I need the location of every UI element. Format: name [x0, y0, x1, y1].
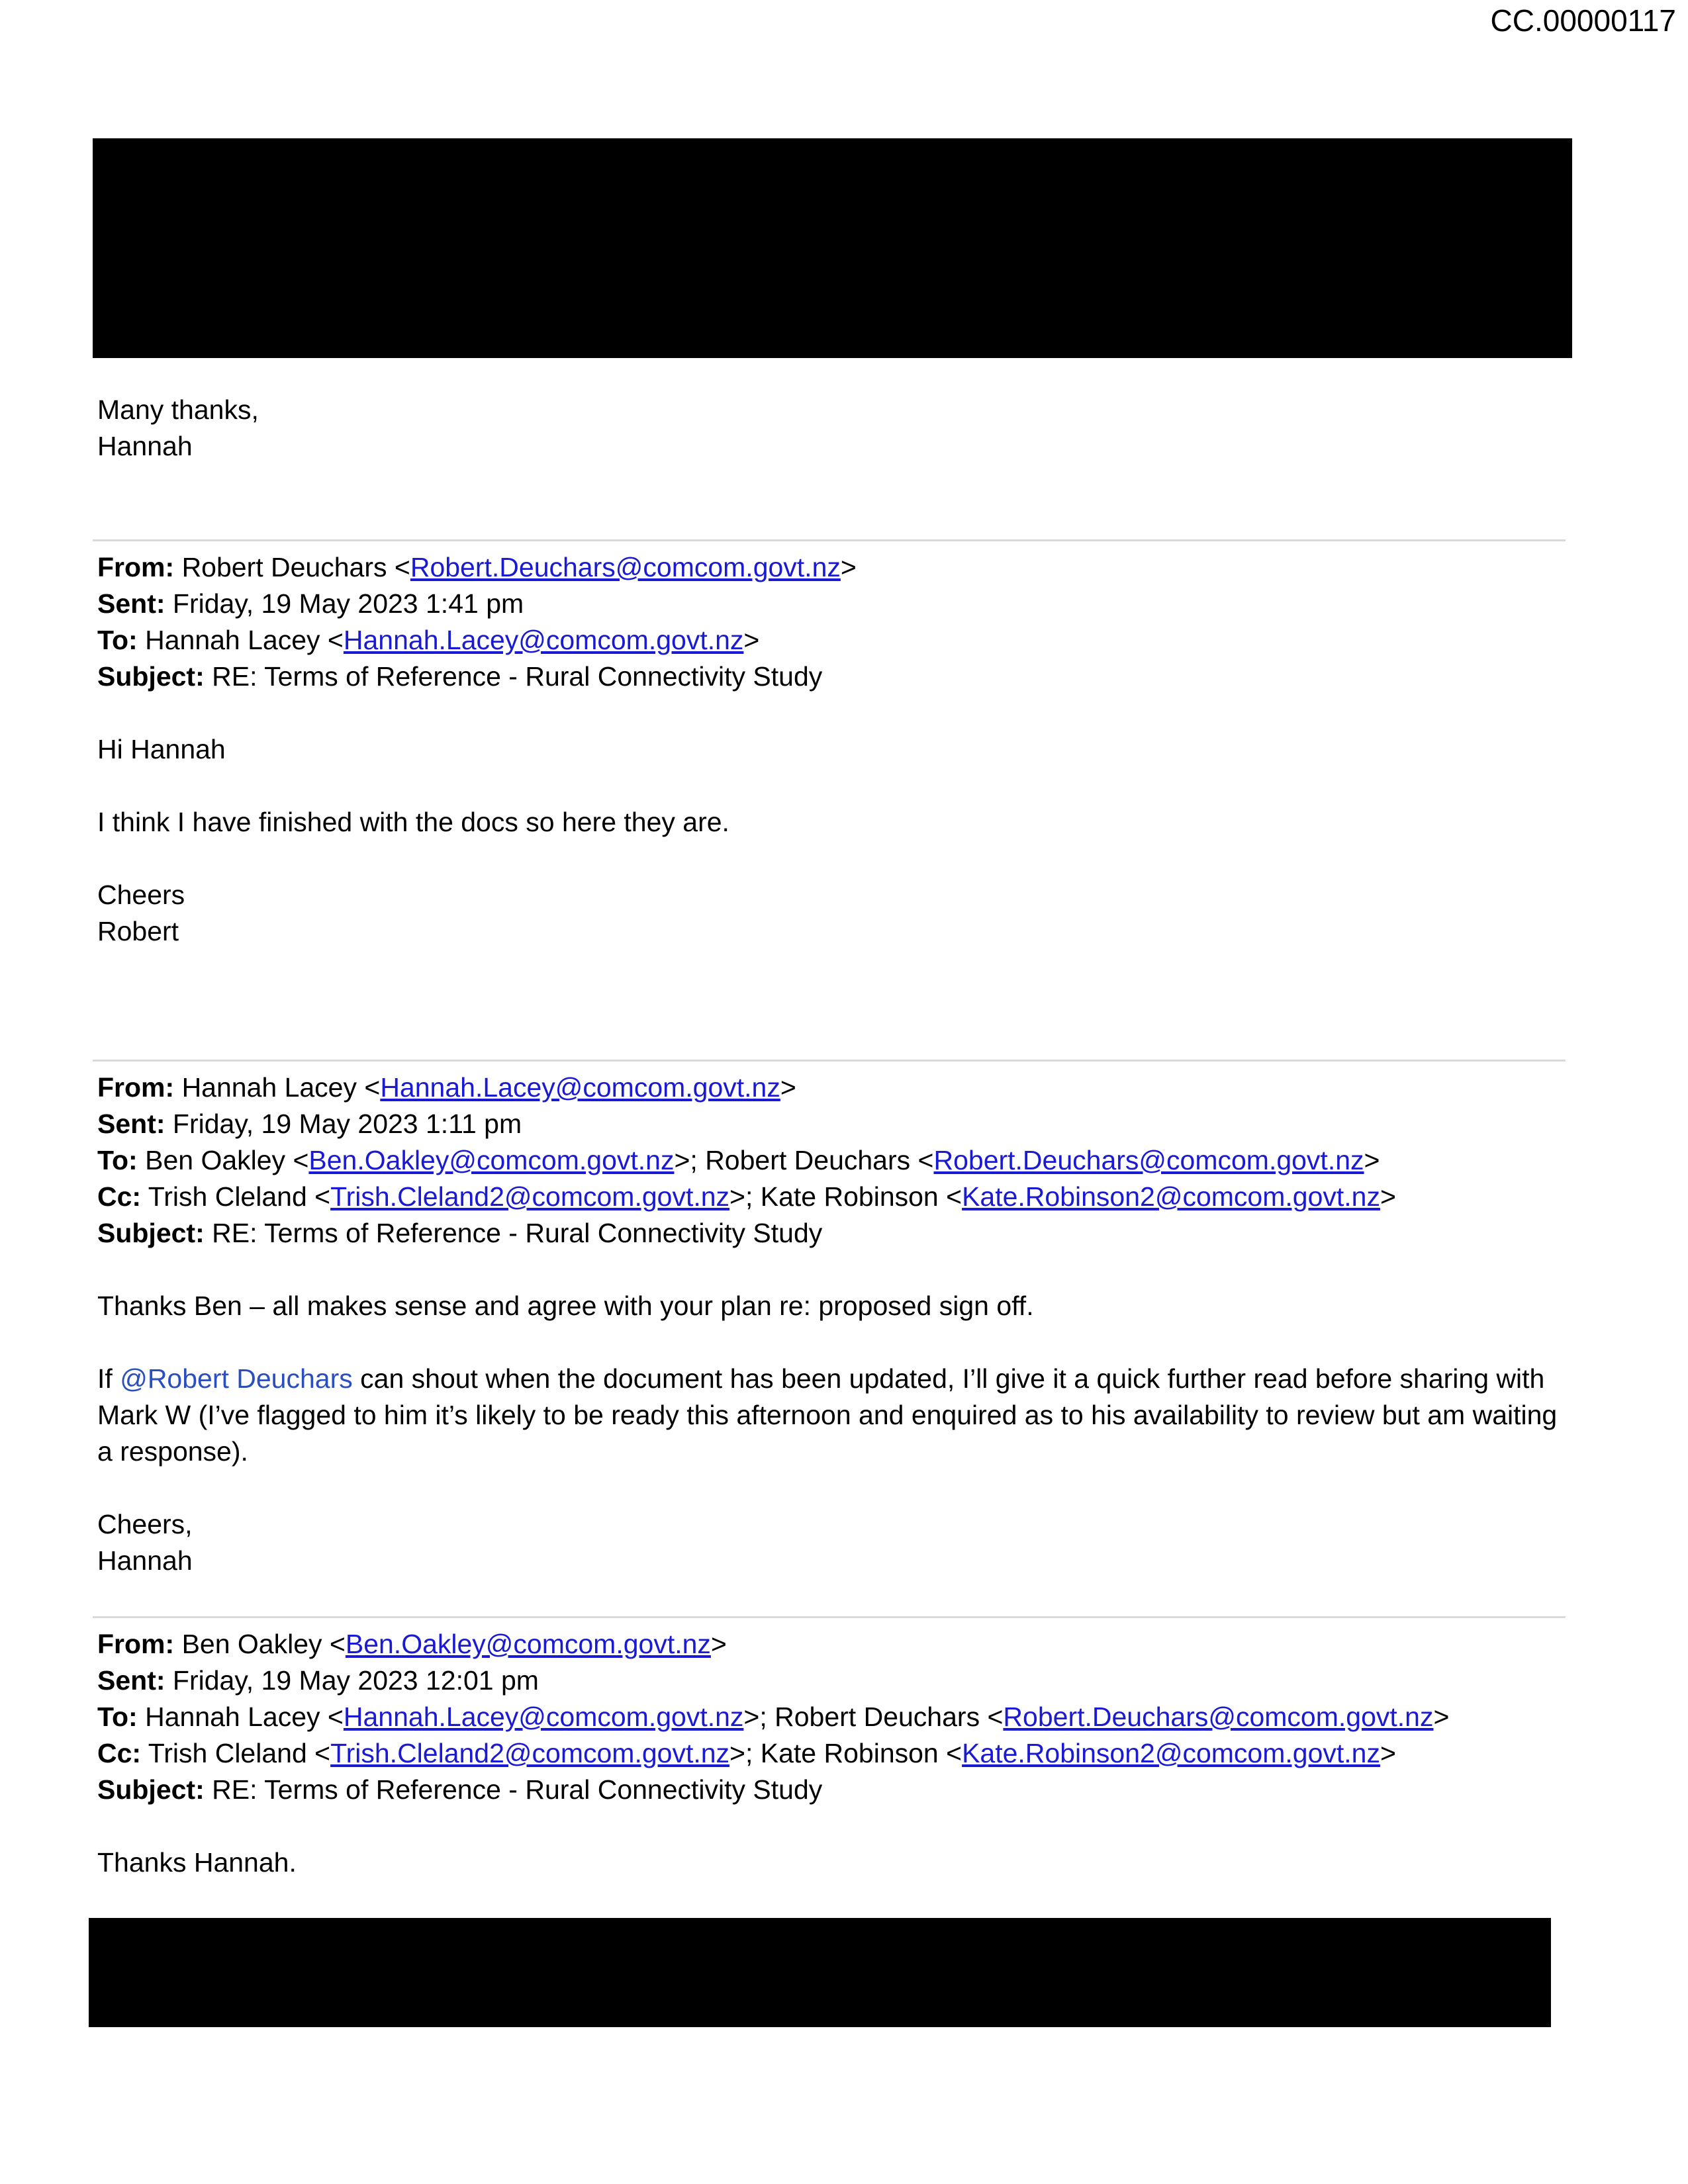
email-message-2 — [97, 1069, 1567, 1579]
cc-email-link-2[interactable]: Kate.Robinson2@comcom.govt.nz — [962, 1181, 1380, 1212]
cc-name-2: Kate Robinson — [760, 1181, 939, 1212]
cc-name-1: Trish Cleland — [148, 1738, 307, 1768]
email-divider — [93, 1616, 1566, 1618]
email-sent-line — [97, 586, 1567, 622]
cc-label: Cc: — [97, 1738, 142, 1768]
cc-email-link-1[interactable]: Trish.Cleland2@comcom.govt.nz — [330, 1181, 730, 1212]
redaction-block-top — [93, 138, 1572, 358]
to-label: To: — [97, 1702, 138, 1732]
to-name-1: Ben Oakley — [145, 1145, 286, 1175]
page-id-stamp: CC.00000117 — [1490, 3, 1676, 38]
subject-text: RE: Terms of Reference - Rural Connectivity Study — [212, 661, 823, 692]
email-cc-line: Cc: Trish Cleland <Trish.Cleland2@comcom.govt.nz>; Kate Robinson <Kate.Robinson2@comcom.govt.nz> — [97, 1181, 1396, 1212]
from-name: Ben Oakley — [181, 1629, 322, 1659]
email-signature: Hannah — [97, 1545, 193, 1576]
to-label: To: — [97, 1145, 138, 1175]
from-label: From: — [97, 1629, 175, 1659]
subject-label: Subject: — [97, 661, 205, 692]
to-name-2: Robert Deuchars — [774, 1702, 980, 1732]
to-name-2: Robert Deuchars — [705, 1145, 911, 1175]
email-subject-line — [97, 1215, 1567, 1251]
sent-date: Friday, 19 May 2023 1:11 pm — [172, 1109, 522, 1139]
sent-date: Friday, 19 May 2023 12:01 pm — [172, 1665, 539, 1696]
email-subject-line — [97, 1772, 1567, 1808]
to-email-link[interactable]: Hannah.Lacey@comcom.govt.nz — [343, 625, 744, 655]
email-to-line: To: Hannah Lacey <Hannah.Lacey@comcom.govt.nz>; Robert Deuchars <Robert.Deuchars@comcom.govt.nz> — [97, 1702, 1450, 1732]
email-body-paragraph-1: Thanks Ben – all makes sense and agree with your plan re: proposed sign off. — [97, 1291, 1034, 1321]
top-signoff — [97, 392, 1567, 465]
email-divider — [93, 1060, 1566, 1062]
cc-email-link-1[interactable]: Trish.Cleland2@comcom.govt.nz — [330, 1738, 730, 1768]
email-divider — [93, 539, 1566, 541]
from-email-link[interactable]: Hannah.Lacey@comcom.govt.nz — [380, 1072, 780, 1103]
subject-text: RE: Terms of Reference - Rural Connectivity Study — [212, 1774, 823, 1805]
email-subject-line — [97, 659, 1567, 695]
email-signature: Robert — [97, 916, 179, 946]
email-from-line: From: Hannah Lacey <Hannah.Lacey@comcom.govt.nz> — [97, 1072, 796, 1103]
to-label: To: — [97, 625, 138, 655]
subject-label: Subject: — [97, 1218, 205, 1248]
email-message-3 — [97, 1626, 1567, 1881]
from-name: Robert Deuchars — [181, 552, 387, 582]
cc-name-2: Kate Robinson — [760, 1738, 939, 1768]
paragraph-rest: can shout when the document has been updated, I’ll give it a quick further read before sharing with Mark W (I’ve flagged to him it’s likely to be ready this afternoon and enquired as to his availability to review but am waiting a response). — [97, 1363, 1558, 1467]
to-email-link-2[interactable]: Robert.Deuchars@comcom.govt.nz — [1003, 1702, 1434, 1732]
cc-label: Cc: — [97, 1181, 142, 1212]
to-email-link-1[interactable]: Ben.Oakley@comcom.govt.nz — [308, 1145, 675, 1175]
email-sent-line — [97, 1662, 1567, 1699]
to-name-1: Hannah Lacey — [145, 1702, 320, 1732]
email-closing: Cheers — [97, 880, 185, 910]
email-message-1 — [97, 549, 1567, 950]
sent-label: Sent: — [97, 1109, 165, 1139]
email-body: I think I have finished with the docs so here they are. — [97, 807, 729, 837]
from-name: Hannah Lacey — [181, 1072, 357, 1103]
cc-email-link-2[interactable]: Kate.Robinson2@comcom.govt.nz — [962, 1738, 1380, 1768]
signoff-closing: Many thanks, — [97, 394, 259, 425]
from-email-link[interactable]: Robert.Deuchars@comcom.govt.nz — [410, 552, 841, 582]
email-from-line: From: Ben Oakley <Ben.Oakley@comcom.govt.nz> — [97, 1629, 727, 1659]
from-email-link[interactable]: Ben.Oakley@comcom.govt.nz — [345, 1629, 711, 1659]
email-cc-line: Cc: Trish Cleland <Trish.Cleland2@comcom.govt.nz>; Kate Robinson <Kate.Robinson2@comcom.govt.nz> — [97, 1738, 1396, 1768]
subject-label: Subject: — [97, 1774, 205, 1805]
email-to-line: To: Hannah Lacey <Hannah.Lacey@comcom.govt.nz> — [97, 625, 760, 655]
sent-label: Sent: — [97, 588, 165, 619]
email-closing: Cheers, — [97, 1509, 193, 1539]
from-label: From: — [97, 552, 175, 582]
sent-label: Sent: — [97, 1665, 165, 1696]
paragraph-prefix: If — [97, 1363, 113, 1394]
email-from-line: From: Robert Deuchars <Robert.Deuchars@comcom.govt.nz> — [97, 552, 857, 582]
to-email-link-1[interactable]: Hannah.Lacey@comcom.govt.nz — [343, 1702, 744, 1732]
mention-robert-deuchars[interactable]: @Robert Deuchars — [120, 1363, 353, 1394]
signoff-name: Hannah — [97, 431, 193, 461]
from-label: From: — [97, 1072, 175, 1103]
email-body: Thanks Hannah. — [97, 1847, 297, 1878]
email-body-paragraph-2 — [97, 1361, 1567, 1470]
sent-date: Friday, 19 May 2023 1:41 pm — [172, 588, 524, 619]
email-to-line: To: Ben Oakley <Ben.Oakley@comcom.govt.nz>; Robert Deuchars <Robert.Deuchars@comcom.govt.nz> — [97, 1145, 1380, 1175]
cc-name-1: Trish Cleland — [148, 1181, 307, 1212]
to-name: Hannah Lacey — [145, 625, 320, 655]
subject-text: RE: Terms of Reference - Rural Connectivity Study — [212, 1218, 823, 1248]
email-greeting: Hi Hannah — [97, 734, 226, 764]
to-email-link-2[interactable]: Robert.Deuchars@comcom.govt.nz — [933, 1145, 1364, 1175]
redaction-block-bottom — [89, 1918, 1551, 2027]
email-sent-line — [97, 1106, 1567, 1142]
